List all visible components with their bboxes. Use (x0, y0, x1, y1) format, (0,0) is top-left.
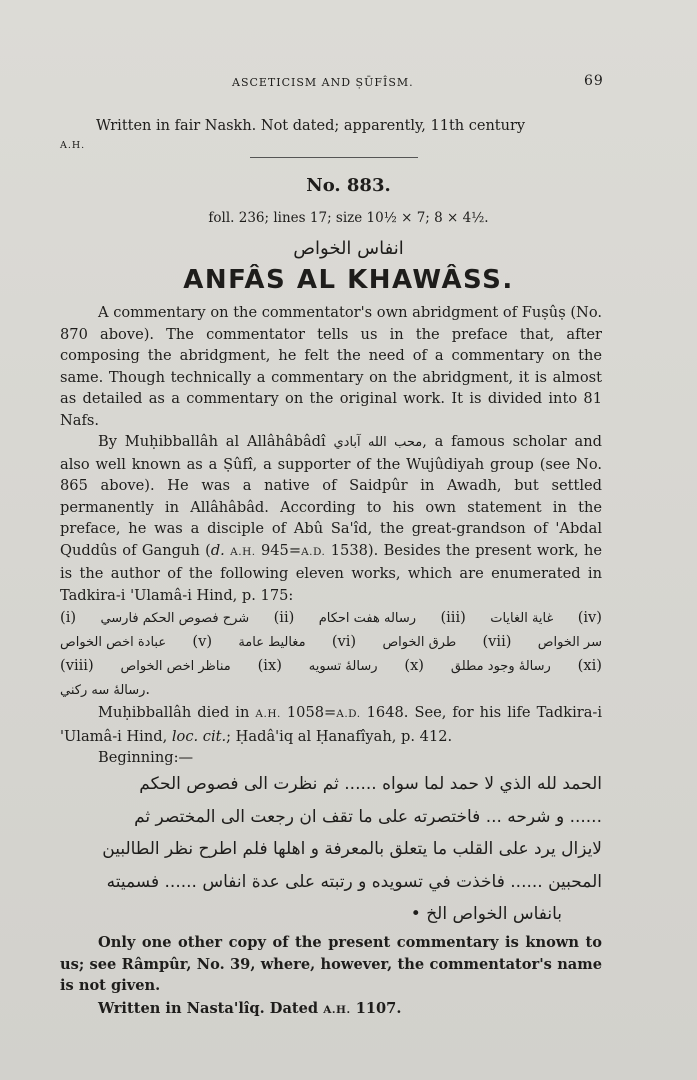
page-number: 69 (584, 73, 604, 89)
author-arabic-name: محب الله آبادي (333, 435, 423, 450)
work-num: (ix) (257, 657, 282, 674)
running-head-title: ASCETICISM AND ṢŪFÎSM. (232, 76, 414, 89)
work-num: (i) (60, 609, 77, 626)
death-intro: Muḥibballâh died in (98, 704, 250, 721)
work-num: (xi) (577, 657, 602, 674)
works-row (60, 654, 602, 678)
works-list (60, 606, 602, 702)
script-year: 1107. (355, 1000, 402, 1017)
death-cont: 1648. See, for his life Tadkira-i 'Ulamâ-i Hind, (60, 704, 603, 745)
death-ref: ; Ḥadâ'iq al Ḥanafîyah, p. 412. (226, 727, 453, 745)
arabic-line: الحمد لله الذي لا حمد لما سواه ...... ثم نظرت الى فصوص الحكم (139, 774, 602, 794)
entry-number: No. 883. (306, 175, 391, 196)
works-row (60, 606, 602, 630)
paragraph-other-copy (60, 932, 602, 997)
work-title: شرح فصوص الحكم فارسي (100, 611, 250, 626)
era-ah: A.H. (230, 545, 256, 558)
died-abbrev: d. (210, 541, 225, 559)
arabic-line: لايزال يرد على القلب ما يتعلق بالمعرفة و اهلها فلم اطرح نظر الطالبين (102, 839, 602, 859)
arabic-line: ...... و شرحه ... فاختصرته على ما تقف ان رجعت الى المختصر ثم (134, 806, 602, 827)
era-ah: A.H. (323, 1004, 351, 1016)
work-num: (vi) (331, 633, 357, 650)
work-title: رسالهٔ وجود مطلق (450, 659, 551, 674)
paragraph-death (60, 702, 602, 769)
loc-cit: loc. cit. (171, 727, 227, 745)
era-ah: A.H. (255, 708, 281, 720)
work-num: (viii) (60, 657, 94, 674)
paragraph-author (60, 431, 602, 606)
paragraph-death-text (60, 702, 602, 747)
section-divider (250, 157, 418, 158)
work-num: (iii) (440, 609, 466, 626)
beginning-label: Beginning:— (98, 749, 194, 766)
work-title: غاية الغايات (490, 611, 554, 626)
work-num: (iv) (577, 609, 602, 626)
author-bio-cont: 1538). Besides the present work, he is the author of the following eleven works, which are enumerated in Tadkira-i 'Ulamâ-i Hind, p. 175: (60, 541, 603, 604)
beginning-arabic (60, 768, 602, 931)
previous-entry-era: A.H. (60, 140, 86, 151)
collation-line: foll. 236; lines 17; size 10½ × 7; 8 × 4½. (208, 210, 489, 226)
paragraph-author-text (60, 431, 602, 606)
era-ad: A.D. (301, 545, 326, 558)
work-title: طرق الخواص (382, 635, 457, 650)
arabic-line: المحبين ...... فاخذت في تسويده و رتبته على عدة انفاس ...... فسميته (106, 871, 602, 892)
other-copy-text: Only one other copy of the present commentary is known to us; see Râmpûr, No. 39, where, however, the commentator's name is not given. (60, 934, 602, 994)
work-num: (vii) (482, 633, 512, 650)
entry-title: ANFÂS AL KHAWÂSS. (183, 265, 514, 295)
year-ah: 945= (260, 541, 302, 559)
paragraph-description (60, 302, 602, 431)
work-num: (x) (404, 657, 424, 674)
previous-entry-line: Written in fair Naskh. Not dated; apparently, 11th century (96, 118, 526, 134)
year-ah: 1058= (286, 704, 337, 721)
work-num: (ii) (273, 609, 295, 626)
work-num: (v) (192, 633, 213, 650)
arabic-line: بانفاس الخواص الخ • (410, 904, 562, 924)
script-text (60, 998, 602, 1022)
work-title: رسالهٔ سه ركني (60, 683, 146, 698)
work-title: رسالهٔ تسويه (308, 659, 378, 674)
work-title: عبادة اخص الخواص (60, 635, 167, 650)
author-bio: , a famous scholar and also well known as a Ṣûfî, a supporter of the Wujûdiyah group (see No. 865 above). He was a native of Saidpûr in Awadh, but settled permanently in Allâhâbâd. According to his own statement in the preface, he was a disciple of Abû Sa'îd, the great-grandson of 'Abdal Quddûs of Ganguh ( (60, 433, 603, 559)
era-ad: A.D. (336, 708, 361, 720)
work-title: مغاليط عامة (238, 635, 306, 650)
previous-entry-tail (60, 116, 602, 156)
arabic-title: انفاس الخواص (293, 238, 404, 259)
paragraph-text: A commentary on the commentator's own abridgment of Fuṣûṣ (No. 870 above). The commentator tells us in the preface that, after composing the abridgment, he felt the need of a commentary on the same. Though technically a commentary on the abridgment, it is almost as detailed as a commentary on the original work. It is divided into 81 Nafs. (60, 304, 602, 429)
work-title: رساله هفت احكام (318, 611, 417, 626)
works-row (60, 630, 602, 654)
author-intro: By Muḥibballâh al Allâhâbâdî (98, 433, 326, 450)
works-row: رسالهٔ سه ركني . (60, 678, 602, 702)
script-intro: Written in Nasta'lîq. Dated (98, 1000, 319, 1017)
work-title: مناظر اخص الخواص (120, 659, 231, 674)
paragraph-script (60, 998, 602, 1022)
work-title: سر الخواص (537, 635, 602, 650)
